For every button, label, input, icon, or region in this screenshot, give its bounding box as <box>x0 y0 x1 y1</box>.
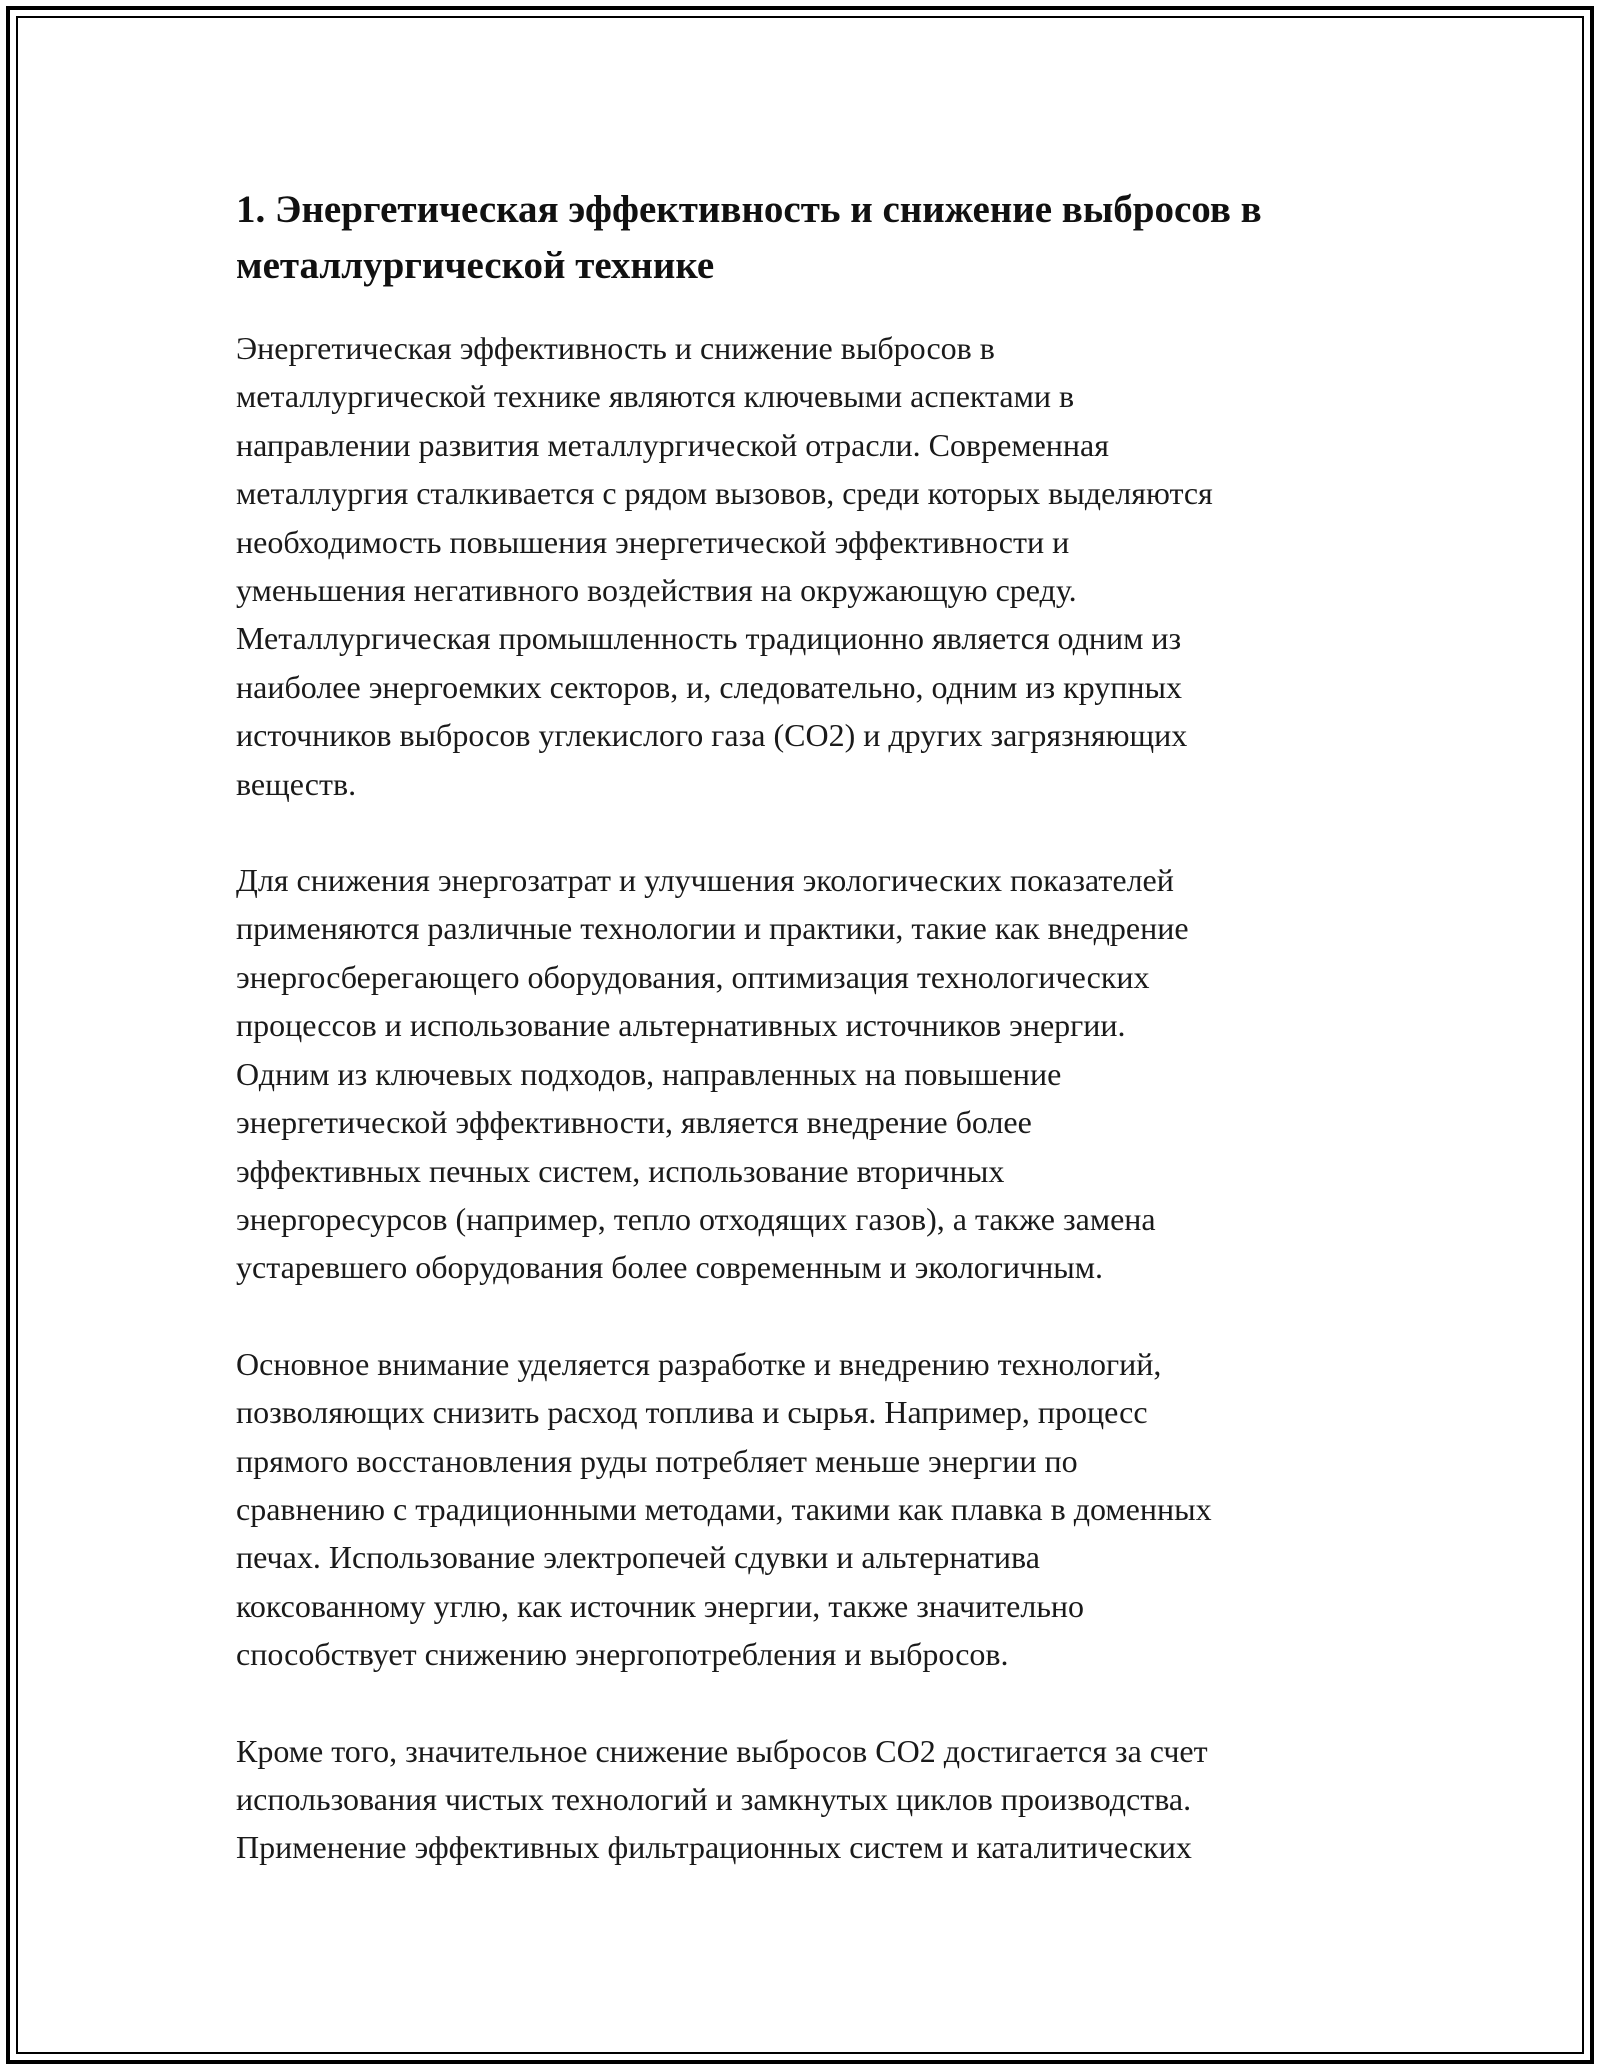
paragraph-3 <box>236 1340 1376 1679</box>
text-line: металлургической технике являются ключевыми аспектами в <box>236 378 1075 415</box>
document-body <box>236 182 1376 1920</box>
text-line: энергосберегающего оборудования, оптимизация технологических <box>236 958 1150 995</box>
text-line: устаревшего оборудования более современным и экологичным. <box>236 1249 1103 1286</box>
text-line: уменьшения негативного воздействия на окружающую среду. <box>236 572 1077 609</box>
paragraph-1 <box>236 324 1376 808</box>
section-heading <box>236 182 1376 294</box>
text-line: источников выбросов углекислого газа (CO2) и других загрязняющих <box>236 717 1188 754</box>
text-line: Кроме того, значительное снижение выбросов CO2 достигается за счет <box>236 1732 1208 1769</box>
heading-line: металлургической технике <box>236 244 715 287</box>
text-line: Металлургическая промышленность традиционно является одним из <box>236 620 1182 657</box>
text-line: коксованному углю, как источник энергии, также значительно <box>236 1587 1085 1624</box>
text-line: печах. Использование электропечей сдувки и альтернатива <box>236 1539 1040 1576</box>
text-line: применяются различные технологии и практики, такие как внедрение <box>236 910 1189 947</box>
text-line: необходимость повышения энергетической эффективности и <box>236 523 1070 560</box>
heading-line: 1. Энергетическая эффективность и снижение выбросов в <box>236 188 1262 231</box>
paragraph-2 <box>236 856 1376 1292</box>
text-line: сравнению с традиционными методами, такими как плавка в доменных <box>236 1490 1212 1527</box>
text-line: Энергетическая эффективность и снижение выбросов в <box>236 330 995 366</box>
text-line: наиболее энергоемких секторов, и, следовательно, одним из крупных <box>236 668 1182 705</box>
text-line: Для снижения энергозатрат и улучшения экологических показателей <box>236 862 1174 899</box>
text-line: энергоресурсов (например, тепло отходящих газов), а также замена <box>236 1200 1156 1237</box>
text-line: Применение эффективных фильтрационных систем и каталитических <box>236 1829 1192 1866</box>
text-line: направлении развития металлургической отрасли. Современная <box>236 426 1109 463</box>
text-line: позволяющих снизить расход топлива и сырья. Например, процесс <box>236 1394 1148 1431</box>
text-line: использования чистых технологий и замкнутых циклов производства. <box>236 1780 1192 1817</box>
text-line: эффективных печных систем, использование вторичных <box>236 1152 1005 1189</box>
text-line: Одним из ключевых подходов, направленных на повышение <box>236 1055 1062 1092</box>
text-line: энергетической эффективности, является внедрение более <box>236 1104 1032 1141</box>
text-line: Основное внимание уделяется разработке и внедрению технологий, <box>236 1345 1162 1382</box>
text-line: процессов и использование альтернативных источников энергии. <box>236 1007 1126 1044</box>
text-line: прямого восстановления руды потребляет меньше энергии по <box>236 1442 1078 1479</box>
text-line: металлургия сталкивается с рядом вызовов, среди которых выделяются <box>236 475 1213 512</box>
text-line: веществ. <box>236 765 357 802</box>
text-line: способствует снижению энергопотребления и выбросов. <box>236 1636 1009 1673</box>
paragraph-4 <box>236 1727 1376 1872</box>
